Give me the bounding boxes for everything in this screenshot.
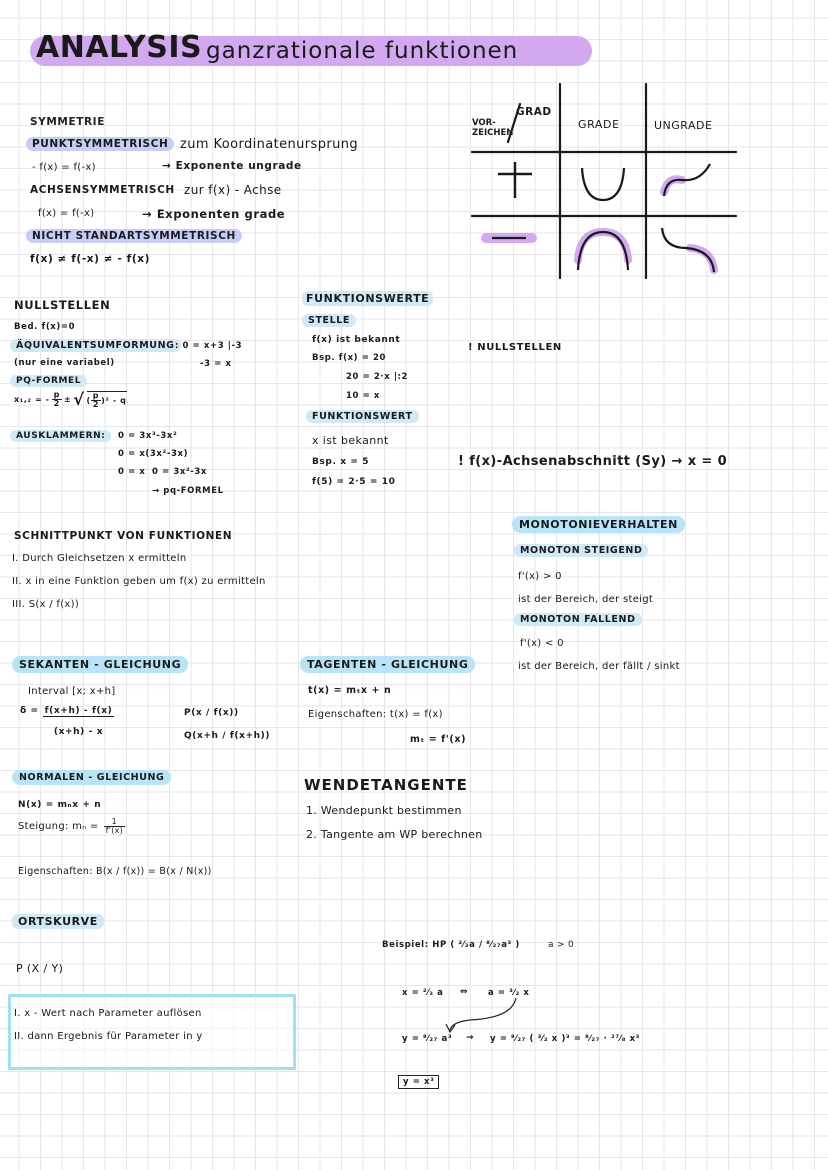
ausklammern-label: AUSKLAMMERN: (10, 430, 111, 442)
monotonie-heading: MONOTONIEVERHALTEN (512, 516, 685, 533)
ausklammern-step-2: 0 = x(3x²-3x) (118, 449, 189, 459)
monoton-fallend-text: ist der Bereich, der fällt / sinkt (518, 661, 680, 672)
symmetrie-heading: SYMMETRIE (30, 116, 105, 128)
tangenten-eigenschaften: Eigenschaften: t(x) = f(x) (308, 709, 443, 720)
even-positive-curve-icon (582, 168, 624, 200)
grad-col-grade: GRADE (578, 118, 620, 131)
ortskurve-a-eq: a = ³⁄₂ x (488, 988, 530, 998)
ortskurve-x-eq: x = ²⁄₃ a (402, 988, 444, 998)
achsensymmetrisch-text: zur f(x) - Achse (184, 183, 282, 197)
punktsymmetrisch-text: zum Koordinatenursprung (180, 137, 359, 152)
grad-table (468, 82, 740, 282)
page-subtitle: ganzrationale funktionen (206, 38, 519, 64)
achsen-arrow: → Exponenten grade (142, 207, 286, 221)
stelle-line-2: Bsp. f(x) = 20 (312, 353, 387, 363)
pq-label: PQ-FORMEL (10, 375, 87, 387)
ortskurve-point: P (X / Y) (16, 962, 64, 975)
sekanten-numerator: f(x+h) - f(x) (44, 706, 113, 716)
plus-sign-icon (498, 162, 532, 198)
ortskurve-heading: ORTSKURVE (12, 914, 104, 929)
wendetangente-step-1: 1. Wendepunkt bestimmen (306, 804, 462, 817)
stelle-line-3: 20 = 2·x |:2 (346, 372, 409, 382)
pq-formula: x₁,₂ = - $\frac{p}{2}$ ± √ ( $\frac{p}{2}$ )² - q (14, 390, 127, 409)
sekanten-q: Q(x+h / f(x+h)) (184, 731, 271, 741)
pq-plus-minus: ± (63, 395, 72, 404)
nicht-formula: f(x) ≠ f(-x) ≠ - f(x) (30, 253, 151, 265)
wendetangente-heading: WENDETANGENTE (304, 776, 468, 794)
tangenten-heading: TAGENTEN - GLEICHUNG (300, 656, 475, 673)
aequivalent-formula: : 0 = x+3 |-3 (175, 341, 243, 351)
funktionswert-line-3: f(5) = 2·5 = 10 (312, 477, 396, 487)
sekanten-interval: Interval [x; x+h] (28, 686, 116, 697)
stelle-label: STELLE (302, 314, 356, 327)
grad-col-ungrade: UNGRADE (654, 119, 713, 132)
normalen-steigung-label: Steigung: mₙ = (18, 821, 99, 832)
nullstellen-heading: NULLSTELLEN (14, 298, 111, 312)
sekanten-p: P(x / f(x)) (184, 708, 239, 718)
aequivalent-note: (nur eine variabel) (14, 358, 115, 368)
aequivalent-result: -3 = x (200, 359, 232, 369)
nicht-standart-label: NICHT STANDARTSYMMETRISCH (26, 229, 242, 243)
nullstellen-bed: Bed. f(x)=0 (14, 322, 76, 332)
page-title: ANALYSIS (36, 30, 203, 65)
ortskurve-equiv: ⇔ (460, 987, 469, 997)
nullstellen-note: ! NULLSTELLEN (468, 342, 562, 353)
monoton-fallend-cond: f'(x) < 0 (520, 638, 564, 649)
funktionswert-label: FUNKTIONSWERT (306, 410, 419, 423)
sqrt-icon: √ (73, 390, 85, 409)
schnittpunkt-heading: SCHNITTPUNKT VON FUNKTIONEN (14, 530, 233, 542)
ortskurve-arrow: → (466, 1033, 475, 1043)
monoton-steigend-cond: f'(x) > 0 (518, 571, 562, 582)
ausklammern-step-3b: 0 = 3x²-3x (152, 467, 207, 477)
ausklammern-step-3a: 0 = x (118, 467, 146, 477)
tangenten-mt: mₜ = f'(x) (410, 734, 467, 745)
sekanten-denominator: (x+h) - x (53, 727, 104, 737)
ortskurve-step-1: I. x - Wert nach Parameter auflösen (14, 1008, 202, 1019)
monoton-fallend-label: MONOTON FALLEND (514, 613, 642, 626)
pq-fraction: $\frac{p}{2}$ (53, 390, 60, 408)
schnittpunkt-step-3: III. S(x / f(x)) (12, 599, 80, 610)
stelle-line-4: 10 = x (346, 391, 380, 401)
punktsymmetrisch-label: PUNKTSYMMETRISCH (26, 137, 174, 151)
normalen-steigung: Steigung: mₙ = $\frac{1}{f'(x)}$ (18, 817, 124, 835)
funktionswert-line-1: x ist bekannt (312, 434, 389, 447)
normalen-heading: NORMALEN - GLEICHUNG (12, 770, 171, 785)
ortskurve-y2: y = ⁸⁄₂₇ ( ³⁄₂ x )³ = ⁸⁄₂₇ · ²⁷⁄₈ x³ (490, 1034, 640, 1044)
funktionswerte-heading: FUNKTIONSWERTE (302, 291, 433, 306)
ortskurve-curved-arrow (430, 996, 520, 1036)
sekanten-heading: SEKANTEN - GLEICHUNG (12, 656, 188, 673)
monoton-steigend-label: MONOTON STEIGEND (514, 544, 648, 557)
grad-corner-top: GRAD (516, 106, 552, 118)
punkt-formula: - f(x) = f(-x) (32, 162, 96, 173)
ortskurve-step-2: II. dann Ergebnis für Parameter in y (14, 1031, 203, 1042)
achsensymmetrisch-label: ACHSENSYMMETRISCH (30, 184, 175, 196)
tangenten-formula: t(x) = mₜx + n (308, 685, 392, 696)
pq-lhs: x₁,₂ = - (14, 395, 50, 404)
schnittpunkt-step-1: I. Durch Gleichsetzen x ermitteln (12, 553, 187, 564)
grad-corner-bottom: VOR- ZEICHEN (472, 118, 514, 138)
sekanten-delta-label: δ = (20, 706, 39, 716)
ortskurve-y1: y = ⁸⁄₂₇ a³ (402, 1034, 453, 1044)
pq-tail: )² - q (101, 395, 127, 405)
ausklammern-step-1: 0 = 3x³-3x² (118, 431, 178, 441)
funktionswert-line-2: Bsp. x = 5 (312, 457, 370, 467)
ortskurve-result: y = x³ (398, 1075, 439, 1089)
wendetangente-step-2: 2. Tangente am WP berechnen (306, 828, 483, 841)
normalen-formula: N(x) = mₙx + n (18, 800, 102, 810)
sekanten-delta (20, 706, 114, 737)
monoton-steigend-text: ist der Bereich, der steigt (518, 594, 654, 605)
ortskurve-beispiel: Beispiel: HP ( ²⁄₃a / ⁸⁄₂₇a³ ) (382, 940, 520, 950)
achsen-formula: f(x) = f(-x) (38, 208, 95, 219)
ausklammern-step-4: → pq-FORMEL (152, 486, 224, 496)
normalen-eigenschaften: Eigenschaften: B(x / f(x)) = B(x / N(x)) (18, 866, 212, 877)
achsenabschnitt-note: ! f(x)-Achsenabschnitt (Sy) → x = 0 (458, 454, 728, 469)
aequivalent-label: ÄQUIVALENTSUMFORMUNG (10, 339, 181, 352)
punkt-arrow: → Exponente ungrade (162, 160, 302, 172)
stelle-line-1: f(x) ist bekannt (312, 335, 401, 345)
ortskurve-condition: a > 0 (548, 940, 575, 950)
schnittpunkt-step-2: II. x in eine Funktion geben um f(x) zu ermitteln (12, 576, 266, 587)
